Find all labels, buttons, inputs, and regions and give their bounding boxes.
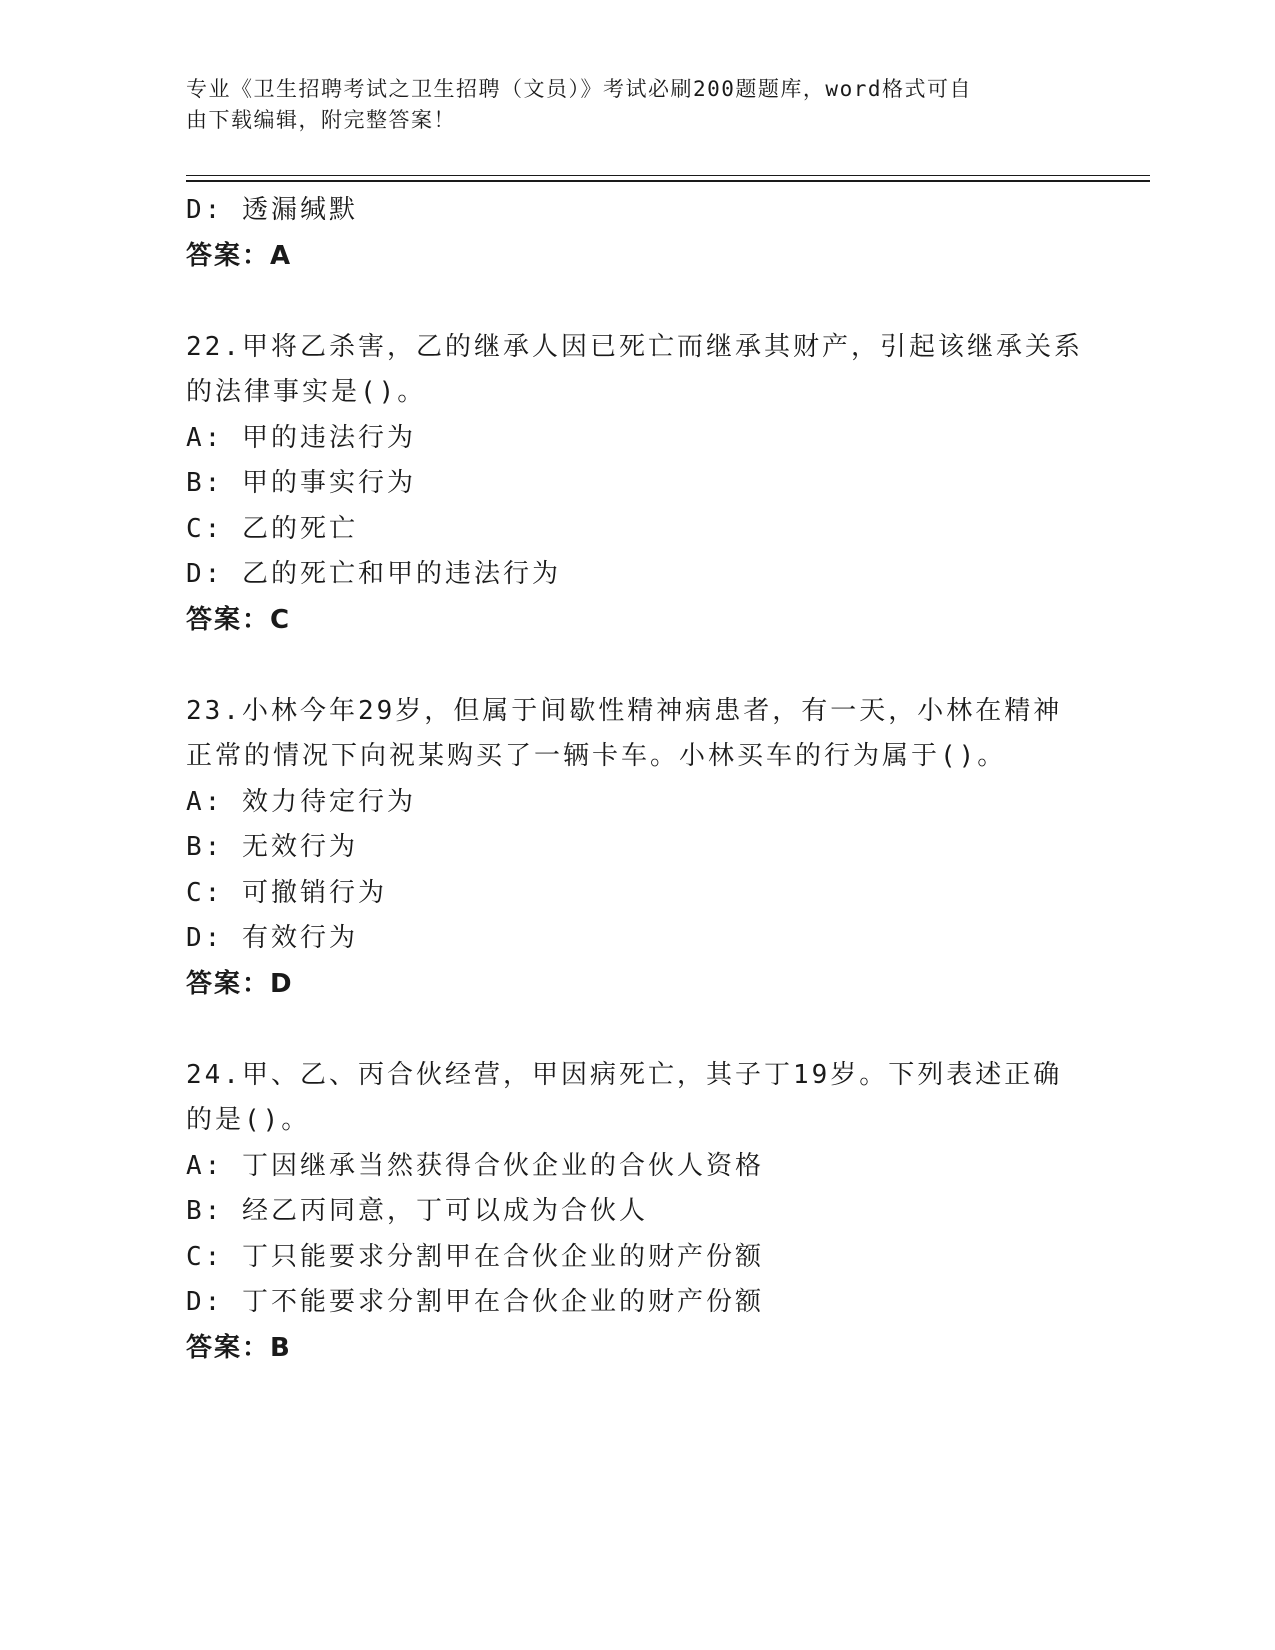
spacer <box>186 279 1086 325</box>
header-line-1: 专业《卫生招聘考试之卫生招聘（文员）》考试必刷200题题库，word格式可自 <box>186 77 972 101</box>
answer: 答案：C <box>186 604 292 635</box>
spacer <box>186 1007 1086 1053</box>
option-a: A: 效力待定行为 <box>186 786 416 817</box>
option-c: C: 乙的死亡 <box>186 513 358 544</box>
answer: 答案：D <box>186 968 294 999</box>
option-c: C: 可撤销行为 <box>186 877 387 908</box>
option-d: D: 丁不能要求分割甲在合伙企业的财产份额 <box>186 1287 764 1317</box>
carryover-answer: 答案：A <box>186 240 293 271</box>
question-stem-line-1: 23.小林今年29岁，但属于间歇性精神病患者，有一天，小林在精神 <box>186 695 1063 726</box>
question-stem-line-2: 的法律事实是()。 <box>186 377 427 407</box>
option-b: B: 甲的事实行为 <box>186 468 416 498</box>
question-stem-line-1: 24.甲、乙、丙合伙经营，甲因病死亡，其子丁19岁。下列表述正确 <box>186 1059 1063 1090</box>
option-a: A: 丁因继承当然获得合伙企业的合伙人资格 <box>186 1150 764 1181</box>
question-24 <box>186 1053 1086 1372</box>
header-line-2: 由下载编辑，附完整答案！ <box>186 108 456 132</box>
question-23 <box>186 689 1086 1008</box>
option-c: C: 丁只能要求分割甲在合伙企业的财产份额 <box>186 1241 764 1272</box>
page-header <box>186 74 1066 136</box>
header-rule-thick <box>186 180 1150 182</box>
question-stem-line-2: 正常的情况下向祝某购买了一辆卡车。小林买车的行为属于()。 <box>186 741 1007 771</box>
answer: 答案：B <box>186 1332 292 1363</box>
option-a: A: 甲的违法行为 <box>186 422 416 453</box>
question-stem-line-2: 的是()。 <box>186 1105 311 1135</box>
carryover-option-d: D: 透漏缄默 <box>186 195 358 225</box>
option-d: D: 乙的死亡和甲的违法行为 <box>186 559 561 589</box>
option-b: B: 经乙丙同意，丁可以成为合伙人 <box>186 1196 648 1226</box>
question-content <box>186 188 1086 1371</box>
option-d: D: 有效行为 <box>186 923 358 953</box>
header-rule-thin <box>186 175 1150 176</box>
question-22 <box>186 325 1086 644</box>
question-stem-line-1: 22.甲将乙杀害，乙的继承人因已死亡而继承其财产，引起该继承关系 <box>186 331 1083 362</box>
spacer <box>186 643 1086 689</box>
option-b: B: 无效行为 <box>186 832 358 862</box>
